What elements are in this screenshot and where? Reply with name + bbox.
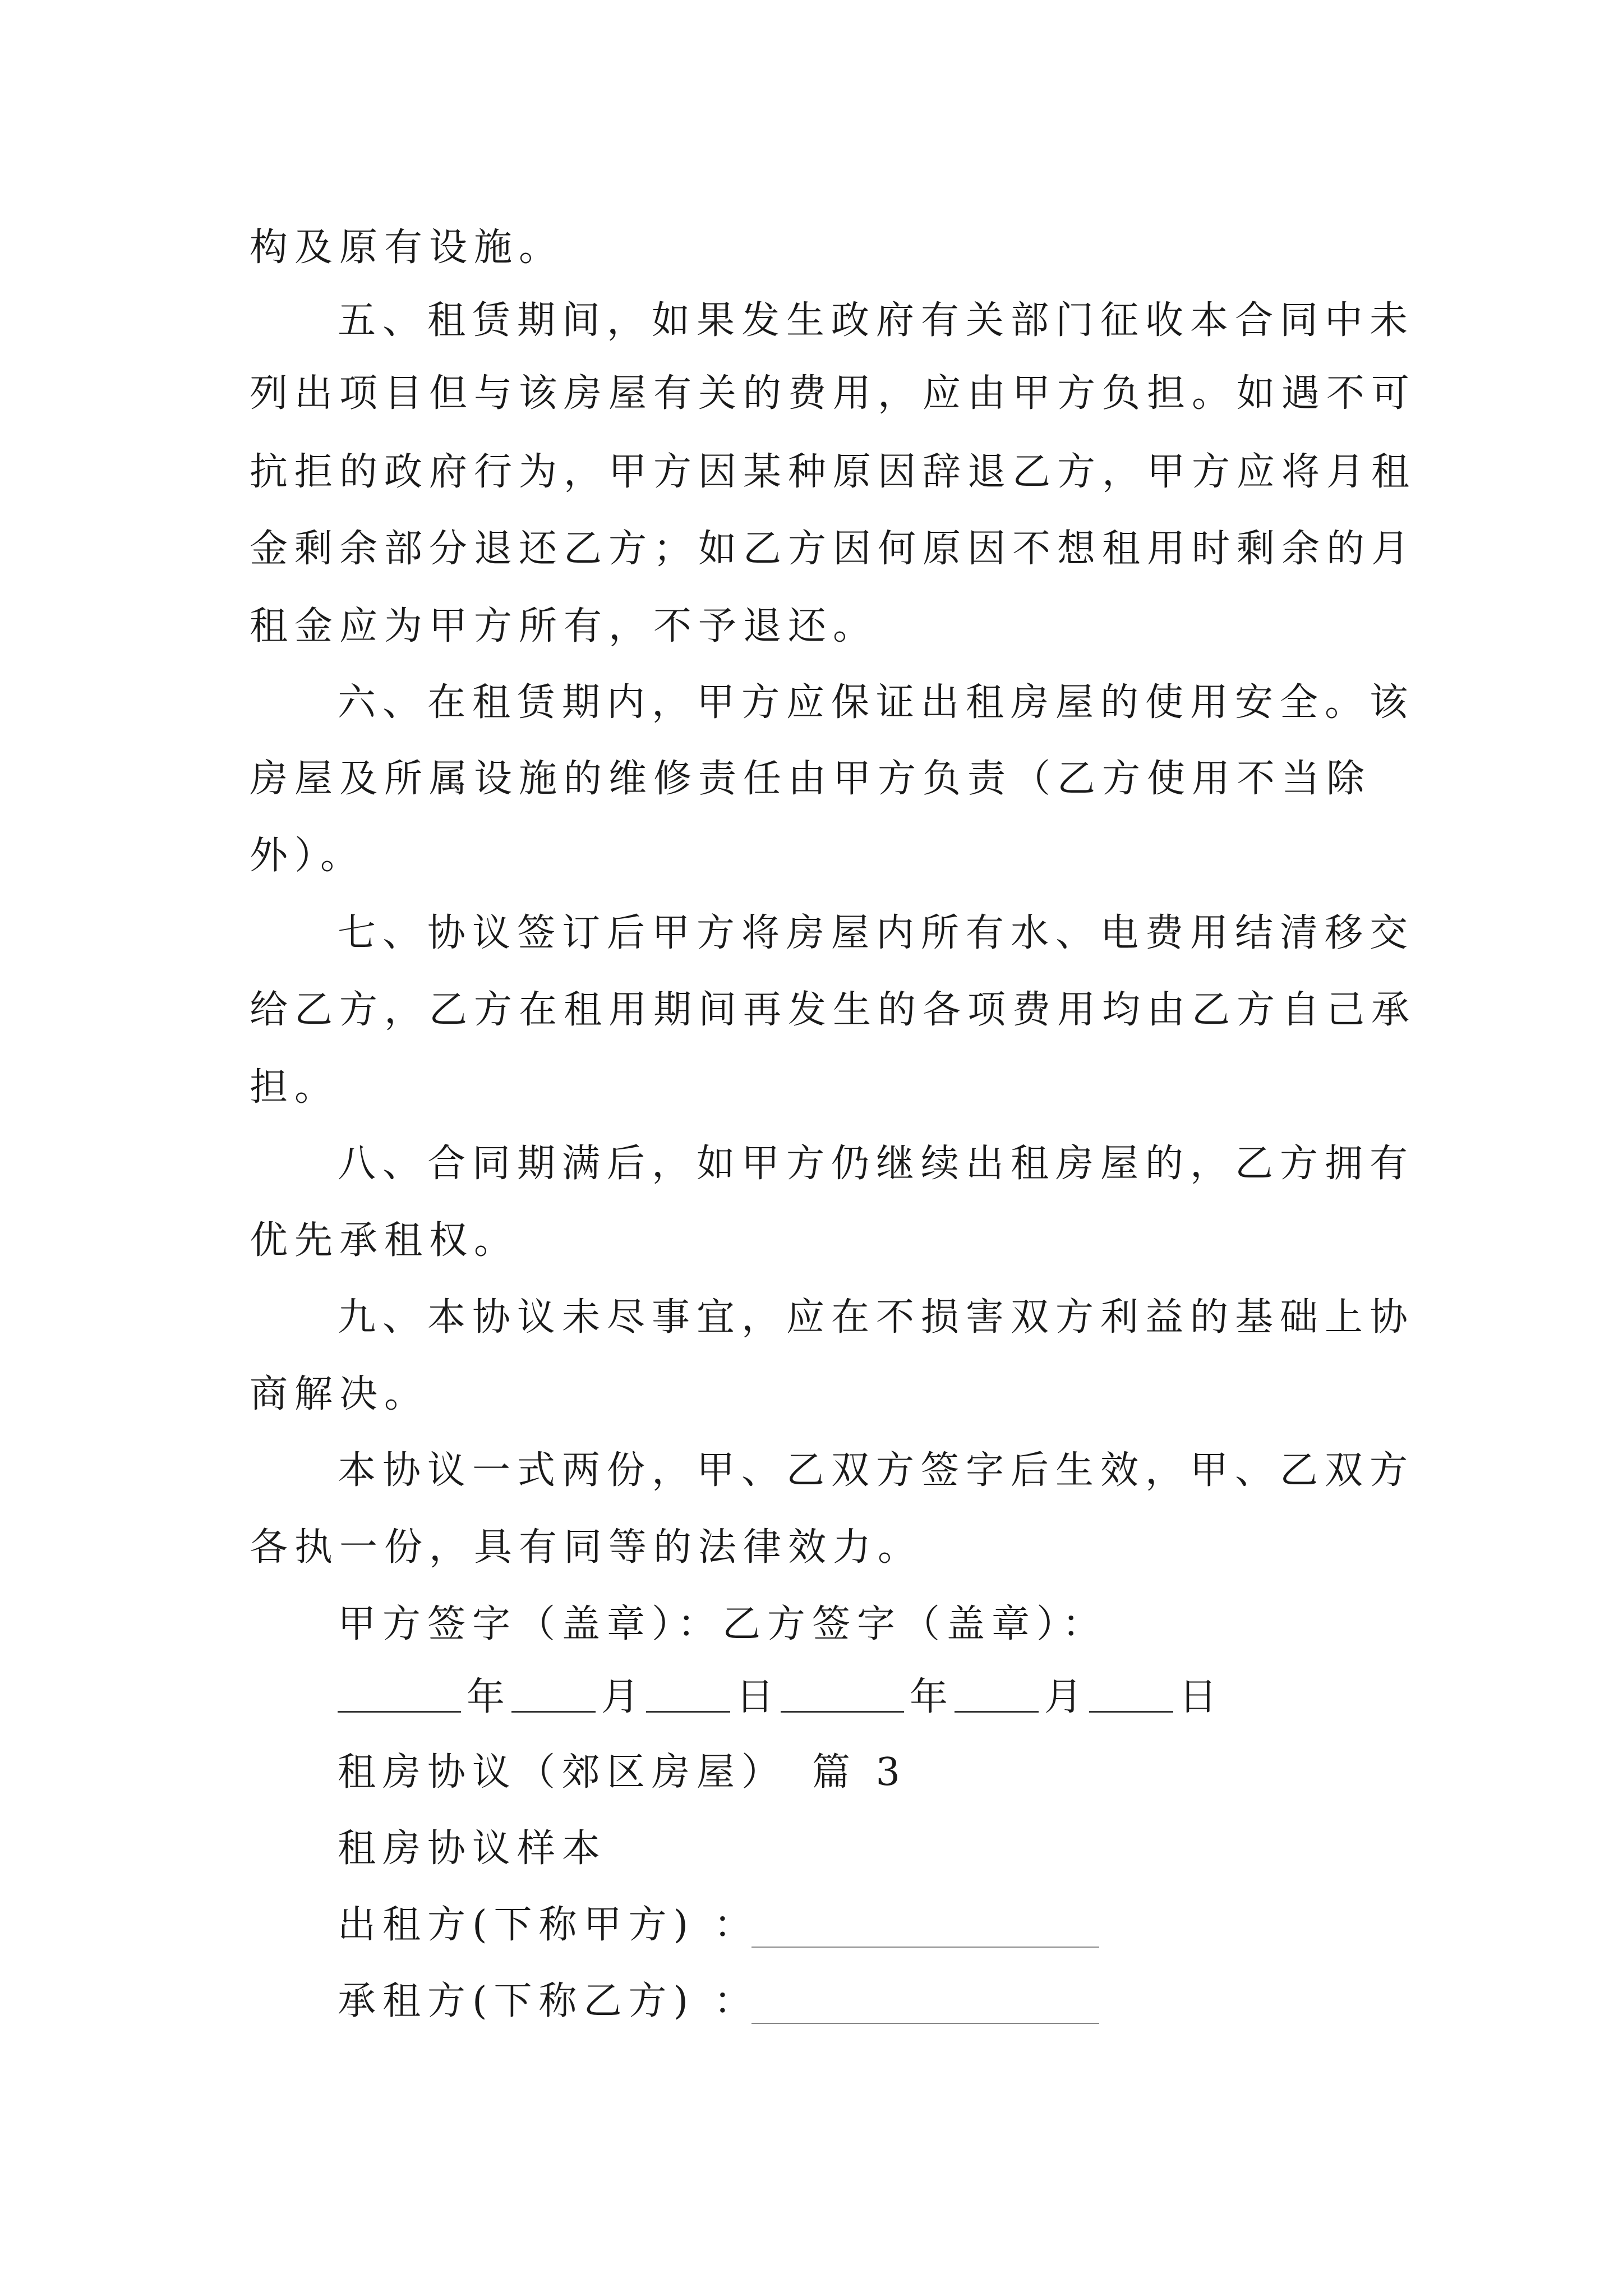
day-label-2: 日	[1179, 1675, 1224, 1719]
paragraph-line: 六、在租赁期内，甲方应保证出租房屋的使用安全。该	[338, 680, 1415, 725]
day-blank-1	[646, 1711, 730, 1713]
lessee-label: 承租方(下称乙方) ：	[338, 1979, 759, 2023]
paragraph-line: 房屋及所属设施的维修责任由甲方负责（乙方使用不当除	[250, 757, 1372, 801]
year-label-1: 年	[467, 1675, 512, 1719]
signature-line: 甲方签字（盖章）：乙方签字（盖章）：	[338, 1602, 1108, 1646]
paragraph-line: 外）。	[250, 834, 366, 878]
paragraph-line: 金剩余部分退还乙方；如乙方因何原因不想租用时剩余的月	[250, 527, 1417, 571]
year-blank-1	[338, 1711, 461, 1713]
day-label-1: 日	[736, 1675, 781, 1719]
paragraph-line: 抗拒的政府行为，甲方因某种原因辞退乙方，甲方应将月租	[250, 450, 1417, 494]
lessor-label: 出租方(下称甲方) ：	[338, 1903, 759, 1947]
paragraph-line: 给乙方，乙方在租用期间再发生的各项费用均由乙方自己承	[250, 988, 1417, 1032]
paragraph-line: 列出项目但与该房屋有关的费用，应由甲方负担。如遇不可	[250, 371, 1417, 416]
month-label-2: 月	[1044, 1675, 1090, 1719]
paragraph-line: 租金应为甲方所有，不予退还。	[250, 604, 878, 648]
paragraph-line: 九、本协议未尽事宜，应在不损害双方利益的基础上协	[338, 1295, 1415, 1340]
paragraph-line: 担。	[250, 1065, 340, 1110]
month-blank-1	[511, 1711, 596, 1713]
paragraph-line: 本协议一式两份，甲、乙双方签字后生效，甲、乙双方	[338, 1448, 1415, 1493]
year-label-2: 年	[910, 1675, 955, 1719]
paragraph-line: 构及原有设施。	[250, 226, 564, 270]
paragraph-line: 五、租赁期间，如果发生政府有关部门征收本合同中未	[338, 298, 1415, 343]
day-blank-2	[1089, 1711, 1173, 1713]
paragraph-line: 优先承租权。	[250, 1218, 519, 1263]
year-blank-2	[781, 1711, 904, 1713]
lessor-blank	[751, 1947, 1099, 1948]
paragraph-line: 七、协议签订后甲方将房屋内所有水、电费用结清移交	[338, 911, 1415, 955]
lessee-blank	[751, 2023, 1099, 2024]
paragraph-line: 各执一份，具有同等的法律效力。	[250, 1525, 923, 1570]
paragraph-line: 商解决。	[250, 1372, 430, 1416]
section-title: 租房协议（郊区房屋） 篇 3	[338, 1750, 907, 1795]
paragraph-line: 八、合同期满后，如甲方仍继续出租房屋的，乙方拥有	[338, 1142, 1415, 1186]
month-label-1: 月	[601, 1675, 647, 1719]
sample-title: 租房协议样本	[338, 1826, 607, 1871]
month-blank-2	[955, 1711, 1039, 1713]
